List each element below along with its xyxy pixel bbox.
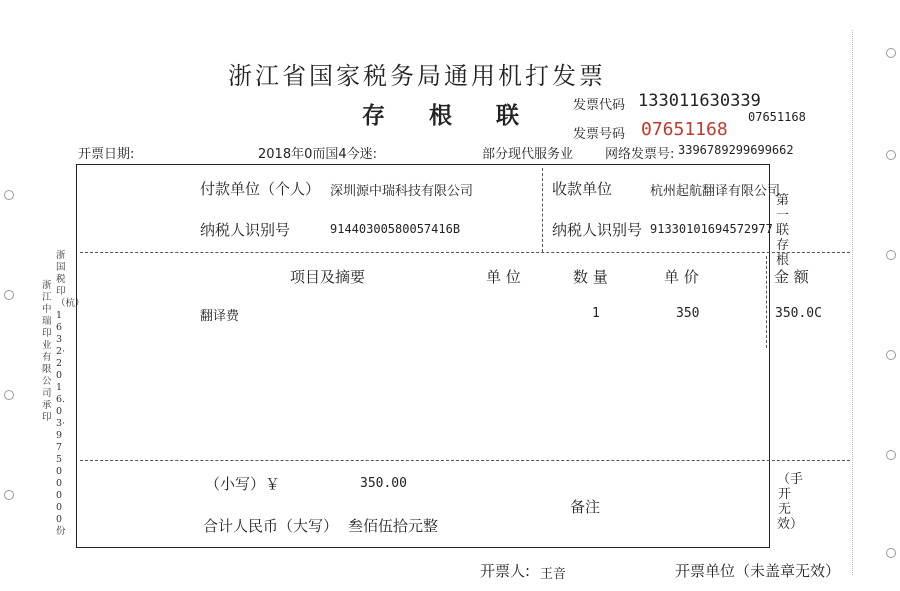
col-header-unit: 单 位 [486,268,521,286]
total-small-label: （小写）￥ [205,475,281,493]
industry: 部分现代服务业 [482,147,574,162]
binding-hole [886,450,896,460]
total-big-value: 叁佰伍拾元整 [348,517,439,535]
invoice-code-label: 发票代码 [573,98,626,113]
payee-tax-id-label: 纳税人识别号 [552,221,643,239]
binding-hole [4,290,14,300]
payer-tax-id-label: 纳税人识别号 [200,221,291,239]
binding-hole [886,250,896,260]
network-invoice-label: 网络发票号: [605,147,675,162]
divider [80,460,850,461]
col-header-qty: 数 量 [573,268,608,286]
binding-hole [886,48,896,58]
payee-tax-id: 91330101694572977 [650,222,773,236]
payee-label: 收款单位 [552,180,613,198]
total-small-value: 350.00 [360,476,407,491]
invoice-number-small: 07651168 [748,110,806,124]
issue-date-label: 开票日期: [78,147,135,162]
payer-label: 付款单位（个人） [200,180,321,198]
binding-hole [4,390,14,400]
issuer-label: 开票人: [480,562,531,580]
row-qty: 1 [592,306,600,321]
total-big-label: 合计人民币（大写） [203,517,339,535]
payee-name: 杭州起航翻译有限公司 [650,184,781,199]
divider [766,256,767,348]
binding-hole [886,150,896,160]
binding-hole [4,190,14,200]
issuer-name: 王音 [540,567,567,582]
divider [542,168,543,252]
invoice-title: 浙江省国家税务局通用机打发票 [228,62,606,90]
binding-hole [4,490,14,500]
invoice-number: 07651168 [641,119,728,140]
payer-name: 深圳源中瑞科技有限公司 [330,184,474,199]
col-header-item: 项目及摘要 [290,268,366,286]
invoice-code: 133011630339 [638,91,761,111]
payer-tax-id: 91440300580057416B [330,222,461,236]
row-price: 350 [676,306,700,321]
issue-date-value: 2018年0而国4今迷: [258,147,378,162]
binding-hole [886,548,896,558]
row-item: 翻译费 [200,309,240,324]
binding-hole [886,350,896,360]
network-invoice-number: 33967892996996​62 [678,143,794,157]
row-amount: 350.0C [775,306,822,321]
perforation-line [852,30,853,575]
col-header-price: 单 价 [664,268,699,286]
issuing-unit-label: 开票单位（未盖章无效） [675,562,841,580]
copy-note: 第一联存根 [775,193,789,268]
divider [80,252,850,253]
remark-label: 备注 [570,498,601,516]
col-header-amount: 金 额 [774,268,809,286]
printer-note: 浙江中瑞印业有限公司承印 [42,280,52,423]
handwritten-invalid-note: （手开无效） [777,472,804,532]
printer-note: 浙国税印（杭）1632·2016.03·97500000份 [56,250,85,537]
invoice-number-label: 发票号码 [573,127,626,142]
invoice-subtitle: 存 根 联 [362,103,538,129]
